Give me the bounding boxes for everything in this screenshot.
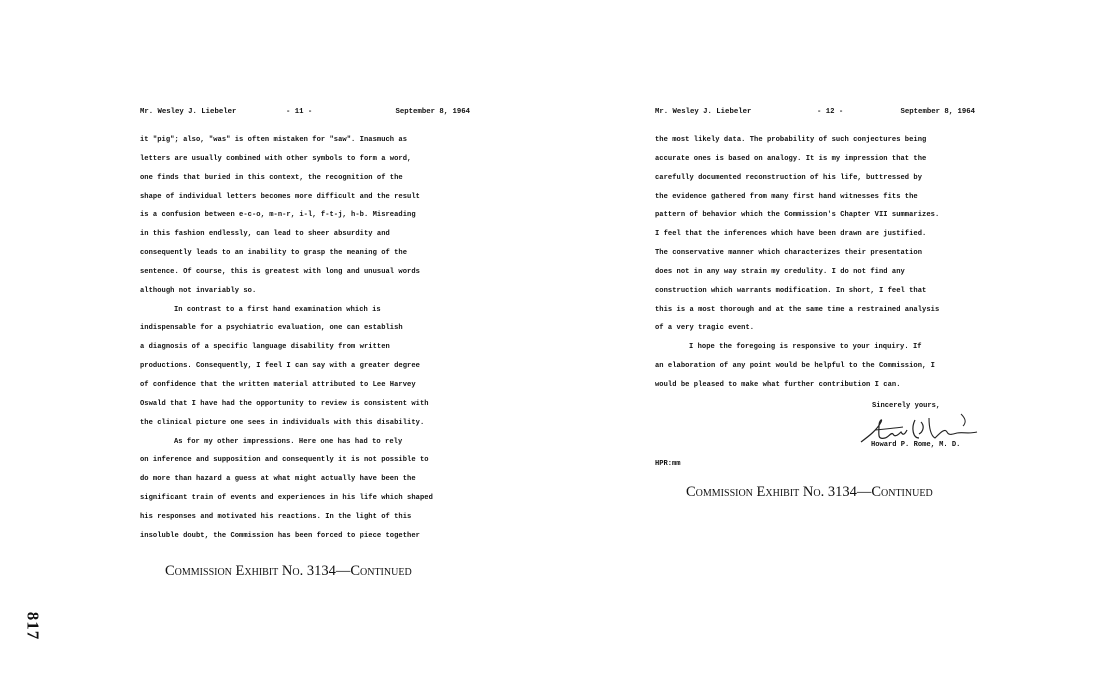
closing-salutation: Sincerely yours, bbox=[872, 402, 941, 410]
body-line: of a very tragic event. bbox=[655, 324, 755, 333]
left-header-recipient: Mr. Wesley J. Liebeler bbox=[140, 108, 237, 116]
left-header-date: September 8, 1964 bbox=[395, 108, 470, 116]
left-letter-page bbox=[140, 108, 470, 551]
right-page-body bbox=[655, 136, 975, 400]
body-line: one finds that buried in this context, the recognition of the bbox=[140, 173, 403, 182]
body-line: an elaboration of any point would be helpful to the Commission, I bbox=[655, 362, 935, 371]
body-line: consequently leads to an inability to grasp the meaning of the bbox=[140, 249, 408, 258]
left-header-page: - 11 - bbox=[286, 108, 313, 116]
right-header-recipient: Mr. Wesley J. Liebeler bbox=[655, 108, 752, 116]
body-line: pattern of behavior which the Commission's Chapter VII summarizes. bbox=[655, 211, 940, 220]
body-line: productions. Consequently, I feel I can say with a greater degree bbox=[140, 362, 420, 371]
body-line: his responses and motivated his reactions. In the light of this bbox=[140, 512, 412, 521]
left-exhibit-caption: Commission Exhibit No. 3134—Continued bbox=[165, 563, 412, 579]
body-line: although not invariably so. bbox=[140, 286, 257, 295]
signer-name: Howard P. Rome, M. D. bbox=[871, 441, 961, 449]
left-page-body bbox=[140, 136, 470, 551]
body-line: I feel that the inferences which have been drawn are justified. bbox=[655, 230, 927, 239]
body-line: do more than hazard a guess at what might actually have been the bbox=[140, 475, 416, 484]
body-line: letters are usually combined with other symbols to form a word, bbox=[140, 154, 412, 163]
body-line: As for my other impressions. Here one has had to rely bbox=[174, 437, 403, 446]
body-line: construction which warrants modification. In short, I feel that bbox=[655, 286, 927, 295]
body-line: In contrast to a first hand examination which is bbox=[174, 305, 381, 314]
body-line: carefully documented reconstruction of his life, buttressed by bbox=[655, 173, 923, 182]
right-letter-page bbox=[655, 108, 975, 400]
left-page-header bbox=[140, 108, 470, 124]
body-line: in this fashion endlessly, can lead to sheer absurdity and bbox=[140, 230, 390, 239]
right-header-page: - 12 - bbox=[817, 108, 844, 116]
body-line: shape of individual letters becomes more difficult and the result bbox=[140, 192, 420, 201]
body-line: indispensable for a psychiatric evaluation, one can establish bbox=[140, 324, 403, 333]
body-line: The conservative manner which characterizes their presentation bbox=[655, 249, 923, 258]
right-exhibit-caption: Commission Exhibit No. 3134—Continued bbox=[686, 484, 933, 500]
body-line: a diagnosis of a specific language disability from written bbox=[140, 343, 390, 352]
body-line: it "pig"; also, "was" is often mistaken for "saw". Inasmuch as bbox=[140, 136, 408, 144]
typist-initials: HPR:mm bbox=[655, 460, 681, 468]
body-line: on inference and supposition and consequently it is not possible to bbox=[140, 456, 429, 465]
body-line: Oswald that I have had the opportunity to review is consistent with bbox=[140, 399, 429, 408]
body-line: does not in any way strain my credulity. I do not find any bbox=[655, 267, 905, 276]
body-line: accurate ones is based on analogy. It is my impression that the bbox=[655, 154, 927, 163]
right-header-date: September 8, 1964 bbox=[900, 108, 975, 116]
right-page-header bbox=[655, 108, 975, 124]
body-line: would be pleased to make what further contribution I can. bbox=[655, 380, 901, 389]
body-line: significant train of events and experiences in his life which shaped bbox=[140, 494, 433, 503]
body-line: is a confusion between e-c-o, m-n-r, i-l, f-t-j, h-b. Misreading bbox=[140, 211, 416, 220]
body-line: the clinical picture one sees in individuals with this disability. bbox=[140, 418, 425, 427]
body-line: of confidence that the written material attributed to Lee Harvey bbox=[140, 380, 416, 389]
body-line: I hope the foregoing is responsive to your inquiry. If bbox=[689, 343, 922, 352]
body-line: the most likely data. The probability of such conjectures being bbox=[655, 136, 927, 144]
body-line: insoluble doubt, the Commission has been forced to piece together bbox=[140, 531, 420, 540]
page-number: 817 bbox=[23, 611, 43, 641]
body-line: this is a most thorough and at the same time a restrained analysis bbox=[655, 305, 940, 314]
body-line: the evidence gathered from many first hand witnesses fits the bbox=[655, 192, 918, 201]
body-line: sentence. Of course, this is greatest with long and unusual words bbox=[140, 267, 420, 276]
